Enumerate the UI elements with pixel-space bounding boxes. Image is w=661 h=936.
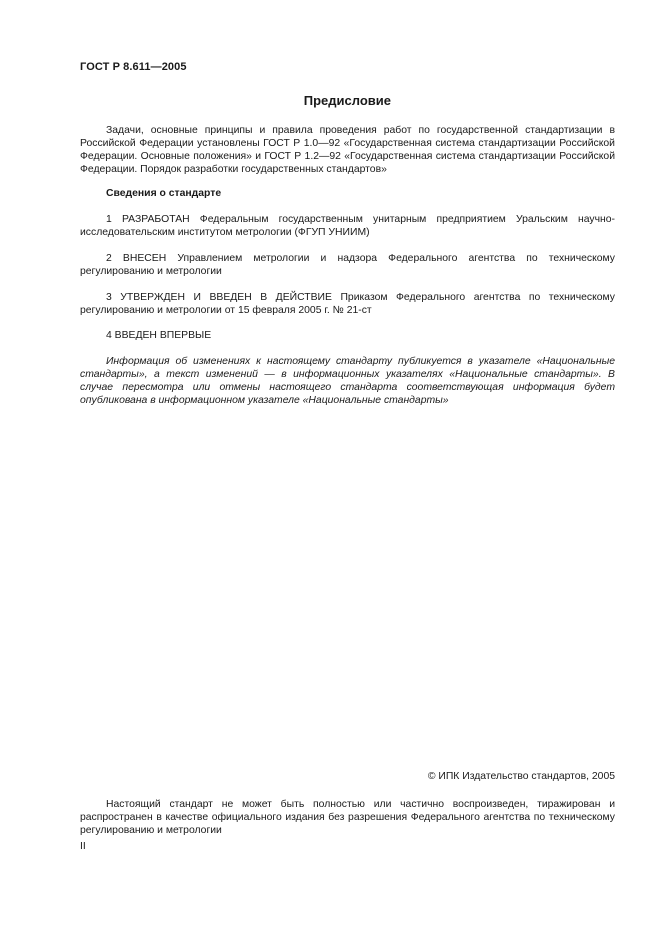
- page-title: Предисловие: [303, 93, 391, 108]
- page-number: II: [80, 841, 86, 852]
- section-heading: Сведения о стандарте: [106, 188, 222, 199]
- info-note: Информация об изменениях к настоящему стандарту публикуется в указателе «Национальные стандарты», а текст изменений — в информационных указателях «Национальные стандарты». В случае пересмотра или отмены настоящего стандарта соответствующая информация будет опубликована в информационном указателе «Национальные стандарты»: [80, 356, 615, 406]
- item-submitted: 2 ВНЕСЕН Управлением метрологии и надзора Федерального агентства по техническому регулированию и метрологии: [80, 253, 615, 277]
- item-approved: 3 УТВЕРЖДЕН И ВВЕДЕН В ДЕЙСТВИЕ Приказом Федерального агентства по техническому регулированию и метрологии от 15 февраля 2005 г. № 21-ст: [80, 292, 615, 316]
- item-developed: 1 РАЗРАБОТАН Федеральным государственным унитарным предприятием Уральским научно-исследовательским институтом метрологии (ФГУП УНИИМ): [80, 214, 615, 238]
- rights-notice: Настоящий стандарт не может быть полностью или частично воспроизведен, тиражирован и распространен в качестве официального издания без разрешения Федерального агентства по техническому регулированию и метрологии: [80, 799, 615, 836]
- document-code: ГОСТ Р 8.611—2005: [80, 61, 187, 73]
- intro-paragraph: Задачи, основные принципы и правила проведения работ по государственной стандартизации в Российской Федерации установлены ГОСТ Р 1.0—92 «Государственная система стандартизации Российской Федерации. Основные положения» и ГОСТ Р 1.2—92 «Государственная система стандартизации Российской Федерации. Порядок разработки государственных стандартов»: [80, 125, 615, 175]
- item-introduced: 4 ВВЕДЕН ВПЕРВЫЕ: [106, 330, 212, 341]
- copyright-notice: © ИПК Издательство стандартов, 2005: [427, 771, 615, 782]
